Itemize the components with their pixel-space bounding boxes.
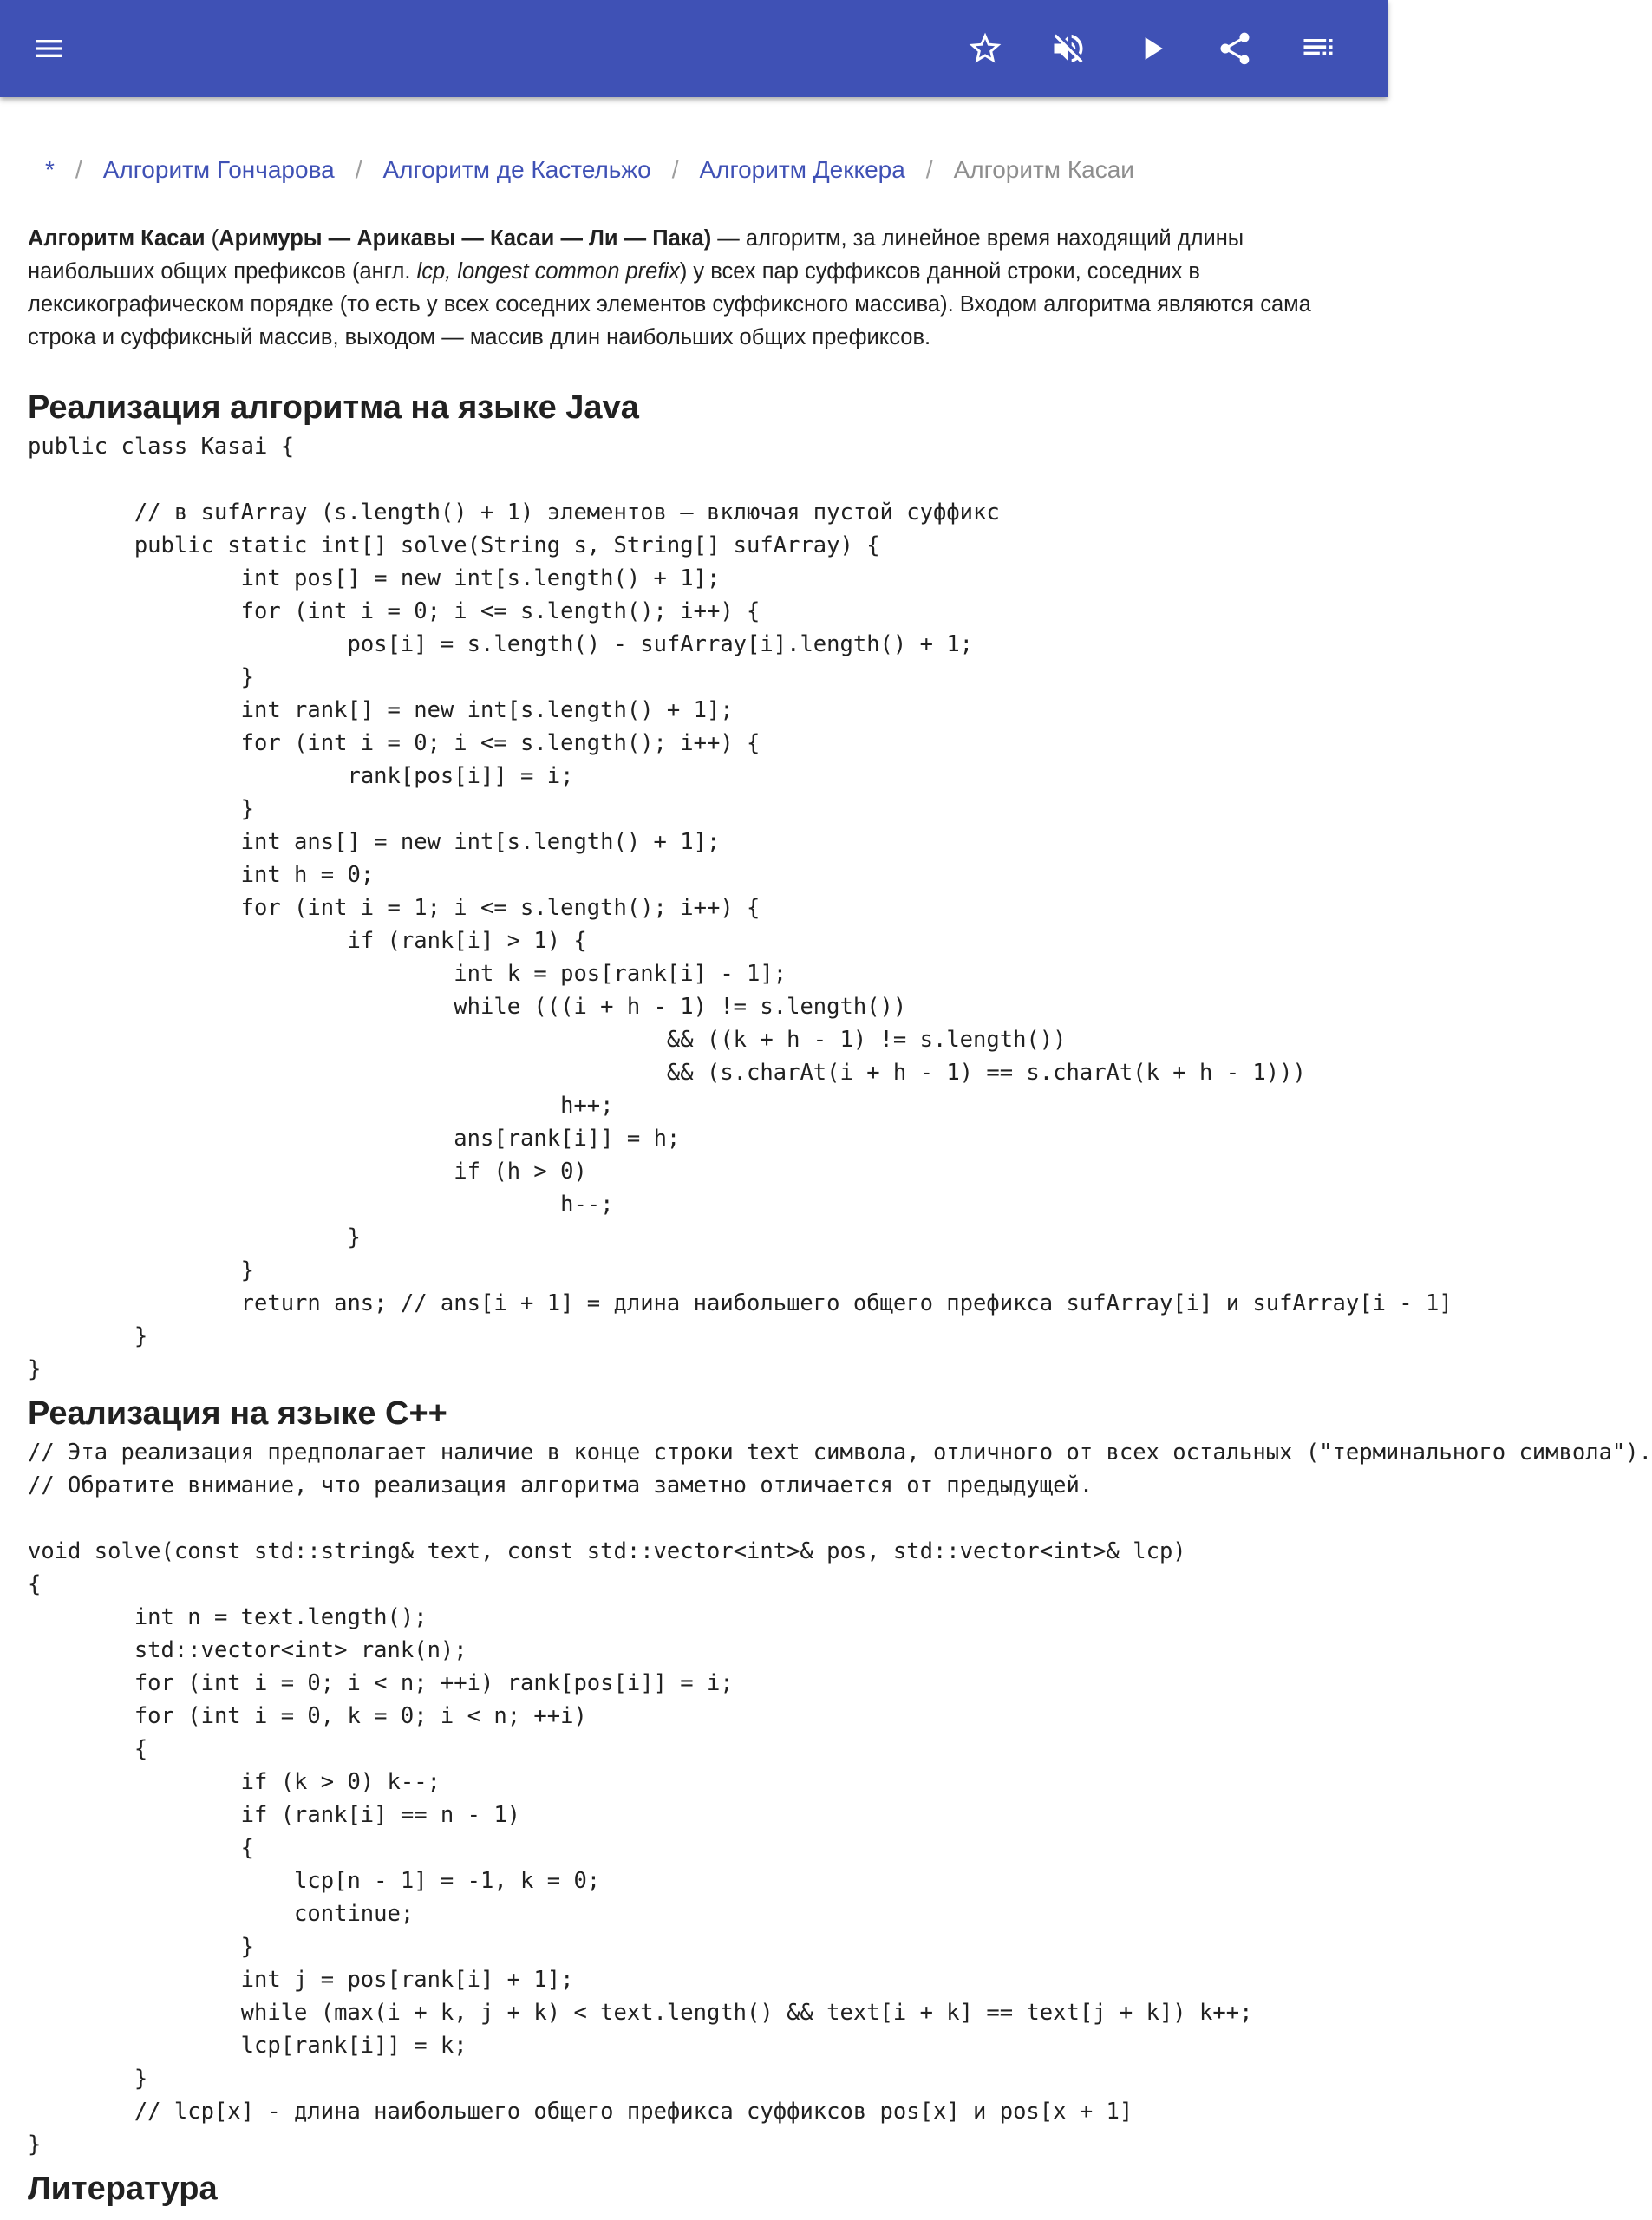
breadcrumb-home[interactable]: * [45, 156, 55, 183]
play-button[interactable] [1110, 7, 1193, 90]
java-section-title: Реализация алгоритма на языке Java [28, 389, 639, 426]
play-icon [1133, 29, 1171, 68]
intro-text-part2: ) у всех пар суффиксов данной строки, соседних в лексикографическом порядке (то есть у всех соседних элементов суффиксного массива). Входом алгоритма являются сама строка и суффиксный массив, выходом — массив длин наибольших общих префиксов. [28, 259, 1311, 349]
app-bar [0, 0, 1388, 97]
breadcrumb-separator: / [671, 156, 679, 183]
cpp-code-block: // Эта реализация предполагает наличие в конце строки text символа, отличного от всех остальных ("терминального символа"). // Обратите внимание, что реализация алгоритма заметно отличается от предыдущей. void solve(const std::string& text, const std::vector<int>& pos, std::vector<int>& lcp) { int n = text.length(); std::vector<int> rank(n); for (int i = 0; i < n; ++i) rank[pos[i]] = i; for (int i = 0, k = 0; i < n; ++i) { if (k > 0) k--; if (rank[i] == n - 1) { lcp[n - 1] = -1, k = 0; continue; } int j = pos[rank[i] + 1]; while (max(i + k, j + k) < text.length() && text[i + k] == text[j + k]) k++; lcp[rank[i]] = k; } // lcp[x] - длина наибольшего общего префикса суффиксов pos[x] и pos[x + 1] } [28, 1440, 1652, 2158]
english-term: lcp, longest common prefix [416, 259, 680, 284]
menu-button[interactable] [7, 7, 90, 90]
playlist-icon [1299, 29, 1337, 68]
term-name: Алгоритм Касаи [28, 226, 206, 251]
intro-text-part1: — алгоритм, за линейное время находящий длины наибольших общих префиксов (англ. [28, 226, 1244, 284]
article-content [28, 97, 1652, 2220]
cpp-section-title: Реализация на языке C++ [28, 1395, 447, 1432]
volume-off-icon [1049, 29, 1087, 68]
literature-section-title: Литература [28, 2171, 218, 2207]
hamburger-menu-icon [31, 31, 66, 66]
favorite-button[interactable] [944, 7, 1027, 90]
breadcrumb-separator: / [355, 156, 362, 183]
breadcrumb [45, 153, 1134, 187]
share-icon [1216, 29, 1254, 68]
breadcrumb-separator: / [925, 156, 933, 183]
breadcrumb-item[interactable]: Алгоритм Деккера [699, 156, 905, 183]
breadcrumb-item[interactable]: Алгоритм Гончарова [102, 156, 335, 183]
mute-button[interactable] [1027, 7, 1110, 90]
star-outline-icon [966, 29, 1004, 68]
intro-paragraph [28, 222, 1363, 354]
intro-open-paren: ( [205, 226, 219, 251]
breadcrumb-separator: / [75, 156, 82, 183]
contents-button[interactable] [1277, 7, 1360, 90]
breadcrumb-current: Алгоритм Касаи [953, 156, 1134, 183]
authors-names: Аримуры — Арикавы — Касаи — Ли — Пака) [219, 226, 712, 251]
share-button[interactable] [1193, 7, 1277, 90]
breadcrumb-item[interactable]: Алгоритм де Кастельжо [382, 156, 651, 183]
java-code-block: public class Kasai { // в sufArray (s.length() + 1) элементов — включая пустой суффикс public static int[] solve(String s, String[] sufArray) { int pos[] = new int[s.length() + 1]; for (int i = 0; i <= s.length(); i++) { pos[i] = s.length() - sufArray[i].length() + 1; } int rank[] = new int[s.length() + 1]; for (int i = 0; i <= s.length(); i++) { rank[pos[i]] = i; } int ans[] = new int[s.length() + 1]; int h = 0; for (int i = 1; i <= s.length(); i++) { if (rank[i] > 1) { int k = pos[rank[i] - 1]; while (((i + h - 1) != s.length()) && ((k + h - 1) != s.length()) && (s.charAt(i + h - 1) == s.charAt(k + h - 1))) h++; ans[rank[i]] = h; if (h > 0) h--; } } return ans; // ans[i + 1] = длина наибольшего общего префикса sufArray[i] и sufArray[i - 1] } } [28, 434, 1453, 1382]
